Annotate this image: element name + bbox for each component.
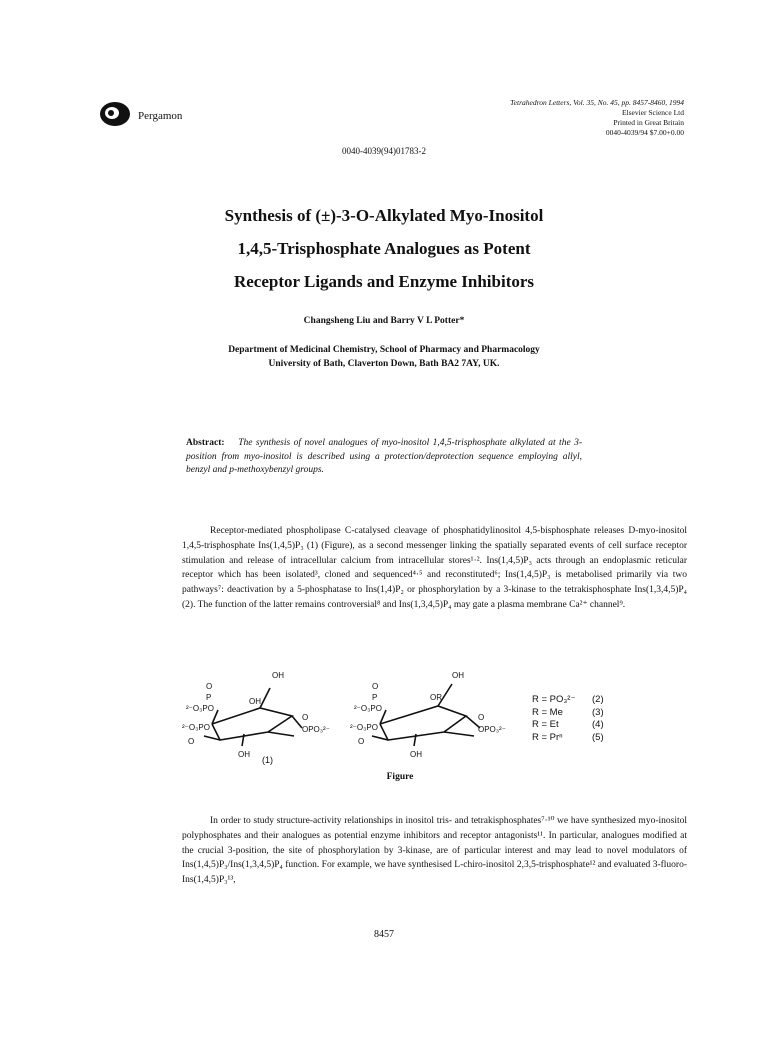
structure-1-oh-bottom: OH [238,750,250,759]
structure-2-o-right: O [478,713,485,722]
structure-2-o3po-left: ²⁻O₃PO [350,723,378,732]
structure-1-oh-mid: OH [249,697,261,706]
page-number: 8457 [374,929,394,940]
r-group-value: R = Et [532,719,559,730]
structure-1-p-top: P [206,693,212,702]
structure-1-opo3: OPO₃²⁻ [302,725,330,734]
affiliation-line-1: Department of Medicinal Chemistry, School of Pharmacy and Pharmacology [228,345,540,355]
authors: Changsheng Liu and Barry V L Potter* [303,316,465,326]
figure-caption: Figure [386,772,414,782]
r-group-row [532,694,604,707]
body-paragraph-2: In order to study structure-activity relationships in inositol tris- and tetrakisphosphates⁷·¹⁰ we have synthesized myo-inositol polyphosphates and their analogues as potential enzyme inhibitors and receptor antagonists¹¹. In particular, analogues modified at the crucial 3-position, the site of phosphorylation by 3-kinase, are of particular interest and may lead to novel modulators of Ins(1,4,5)P₃/Ins(1,3,4,5)P₄ function. For example, we have synthesised L-chiro-inositol 2,3,5-trisphosphate¹² and evaluated 3-fluoro-Ins(1,4,5)P₃¹³, [182,816,687,886]
title-line-3: Receptor Ligands and Enzyme Inhibitors [233,272,535,291]
structure-1-o3po-left: ²⁻O₃PO [182,723,210,732]
journal-price: 0040-4039/94 $7.00+0.00 [605,128,684,137]
affiliation-line-2: University of Bath, Claverton Down, Bath BA2 7AY, UK. [268,359,500,369]
article-code: 0040-4039(94)01783-2 [342,146,426,156]
structure-2-oh-bottom: OH [410,750,422,759]
r-group-table [532,694,604,744]
compound-1-label: (1) [262,755,273,765]
journal-citation: Tetrahedron Letters, Vol. 35, No. 45, pp. 8457-8460, 1994 [510,98,684,107]
r-group-value: R = PO₃²⁻ [532,694,576,705]
r-group-row [532,732,604,745]
pergamon-logo [98,100,132,128]
structure-1-o3po-top: ²⁻O₃PO [186,704,214,713]
structure-2-oh-top: OH [452,671,464,680]
structure-2-or: OR [430,693,442,702]
journal-info [384,98,684,138]
publisher-name: Pergamon [138,110,183,122]
structure-1-o-right: O [302,713,309,722]
structure-2-o-top: O [372,682,379,691]
structure-2 [372,684,480,746]
abstract [186,437,582,478]
r-group-row [532,719,604,732]
affiliation [0,343,768,371]
structure-1-oh-top: OH [272,671,284,680]
r-group-value: R = Prⁿ [532,731,563,743]
abstract-text: The synthesis of novel analogues of myo-inositol 1,4,5-trisphosphate alkylated at the 3-position from myo-inositol is described using a protection/deprotection sequence employing allyl, benzyl and p-methoxybenzyl groups. [186,438,583,475]
compound-number: (4) [592,719,604,730]
structure-2-o3po-top: ²⁻O₃PO [354,704,382,713]
r-group-row [532,707,604,720]
compound-number: (3) [592,706,604,718]
structure-2-p-top: P [372,693,378,702]
compound-number: (5) [592,731,604,743]
journal-publisher: Elsevier Science Ltd [621,108,684,117]
abstract-label: Abstract: [186,438,225,448]
structure-1-o-left: O [188,737,195,746]
journal-printed: Printed in Great Britain [613,118,684,127]
title-line-1: Synthesis of (±)-3-O-Alkylated Myo-Inositol [224,206,544,225]
structure-1-o-top: O [206,682,213,691]
body-paragraph-1: Receptor-mediated phospholipase C-catalysed cleavage of phosphatidylinositol 4,5-bisphosphate releases D-myo-inositol 1,4,5-trisphosphate Ins(1,4,5)P₃ (1) (Figure), as a second messenger linking the spatially separated events of cell surface receptor stimulation and release of intracellular calcium from intracellular stores¹·². Ins(1,4,5)P₃ acts through an endoplasmic reticular receptor which has been isolated³, cloned and sequenced⁴·⁵ and reconstituted⁶; Ins(1,4,5)P₃ is metabolised primarily via two pathways⁷: deactivation by a 5-phosphatase to Ins(1,4)P₂ or phosphorylation by a 3-kinase to the tetrakisphosphate Ins(1,3,4,5)P₄ (2). The function of the latter remains controversial⁸ and Ins(1,3,4,5)P₄ may gate a plasma membrane Ca²⁺ channel⁹. [182,526,687,610]
article-title [0,199,768,298]
r-group-value: R = Me [532,706,563,718]
title-line-2: 1,4,5-Trisphosphate Analogues as Potent [237,239,531,258]
structure-2-o-left: O [358,737,365,746]
structure-2-opo3: OPO₃²⁻ [478,725,506,734]
compound-number: (2) [592,694,604,705]
